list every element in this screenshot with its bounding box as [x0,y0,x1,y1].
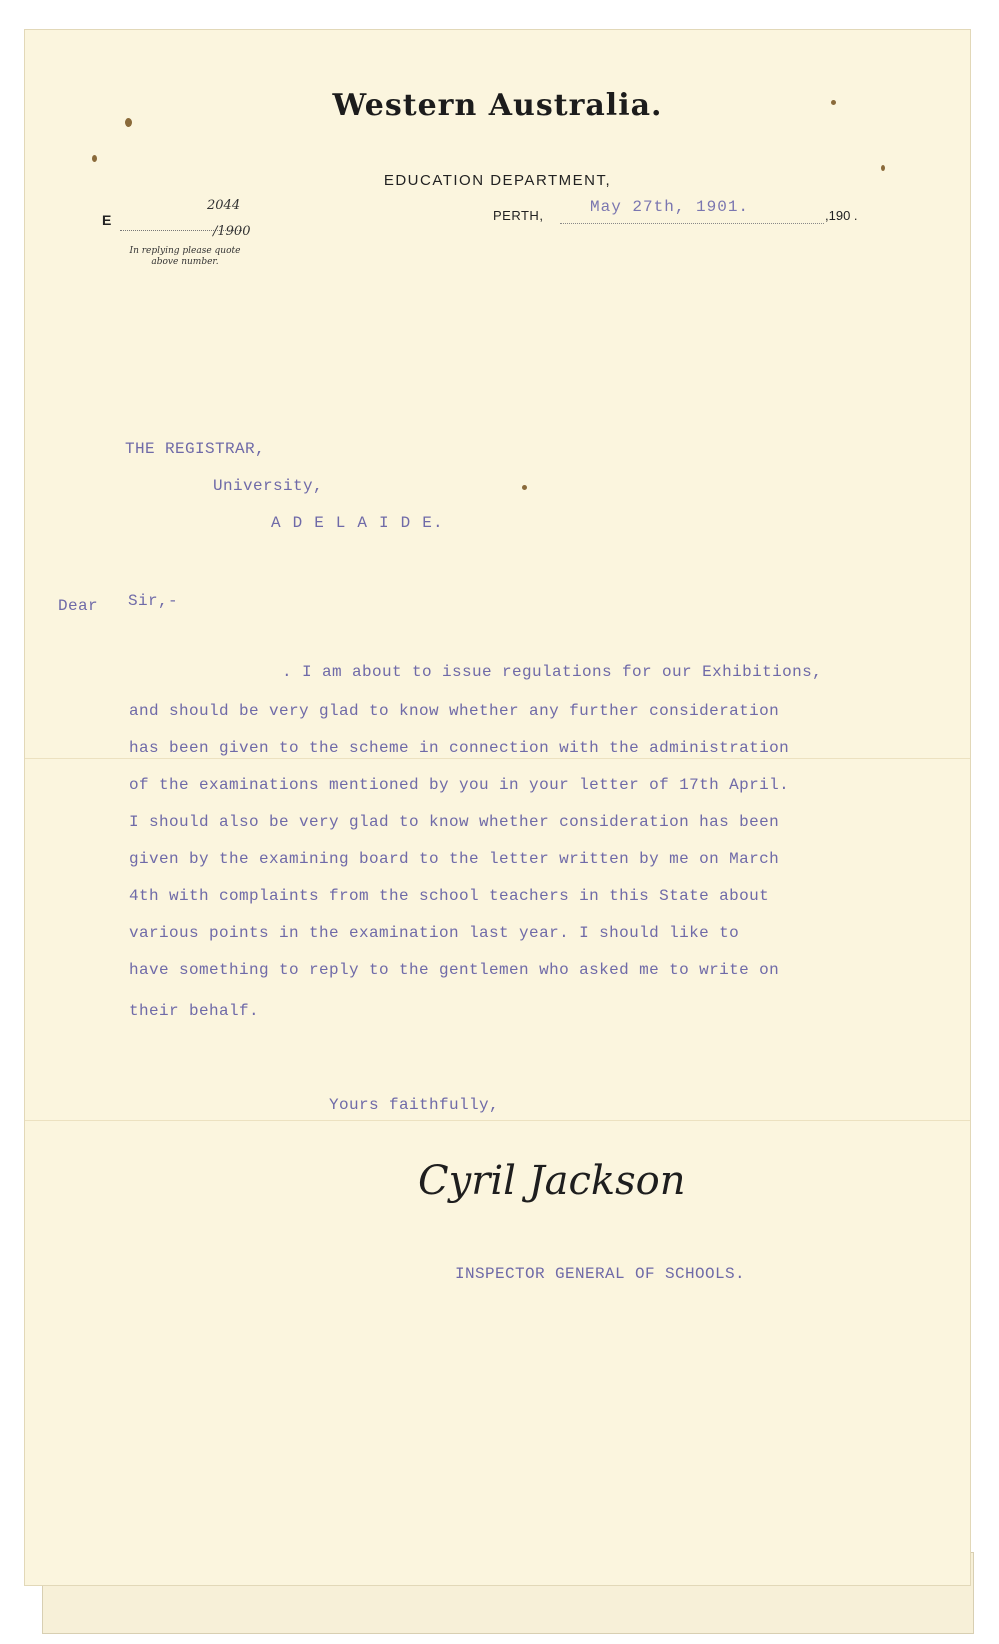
reply-note: In replying please quote above number. [129,246,241,267]
ink-spot [92,155,97,162]
letter-page [25,30,970,1585]
body-line: I should also be very glad to know whether consideration has been [129,813,780,831]
body-line: given by the examining board to the letter written by me on March [129,850,780,868]
body-line: has been given to the scheme in connection with the administration [129,739,790,757]
body-line: of the examinations mentioned by you in your letter of 17th April. [129,776,790,794]
letterhead-title: Western Australia. [332,88,663,123]
date-dotted-line [560,223,824,224]
body-line: and should be very glad to know whether any further consideration [129,702,780,720]
fold-line [25,758,970,759]
body-line: have something to reply to the gentlemen who asked me to write on [129,961,780,979]
year-suffix: ,190 . [825,208,858,223]
letter-date: May 27th, 1901. [590,198,750,216]
body-line: . I am about to issue regulations for our Exhibitions, [282,663,823,681]
ink-spot [522,485,527,490]
salutation-sir: Sir,- [128,592,179,610]
address-line-city: A D E L A I D E. [271,514,444,532]
reference-year: /1900 [213,224,251,239]
handwritten-signature: Cyril Jackson [418,1158,686,1204]
department-name: EDUCATION DEPARTMENT, [383,172,612,189]
signatory-title: INSPECTOR GENERAL OF SCHOOLS. [455,1265,746,1283]
body-line: their behalf. [129,1002,260,1020]
ink-spot [881,165,885,171]
address-line-registrar: THE REGISTRAR, [125,440,266,458]
city-label: PERTH, [493,208,544,223]
salutation-dear: Dear [58,597,99,615]
body-line: 4th with complaints from the school teachers in this State about [129,887,770,905]
address-line-university: University, [213,477,324,495]
reference-prefix: E [102,212,112,228]
closing: Yours faithfully, [329,1096,500,1114]
reference-number: 2044 [207,198,241,213]
fold-line [25,1120,970,1121]
body-line: various points in the examination last year. I should like to [129,924,740,942]
